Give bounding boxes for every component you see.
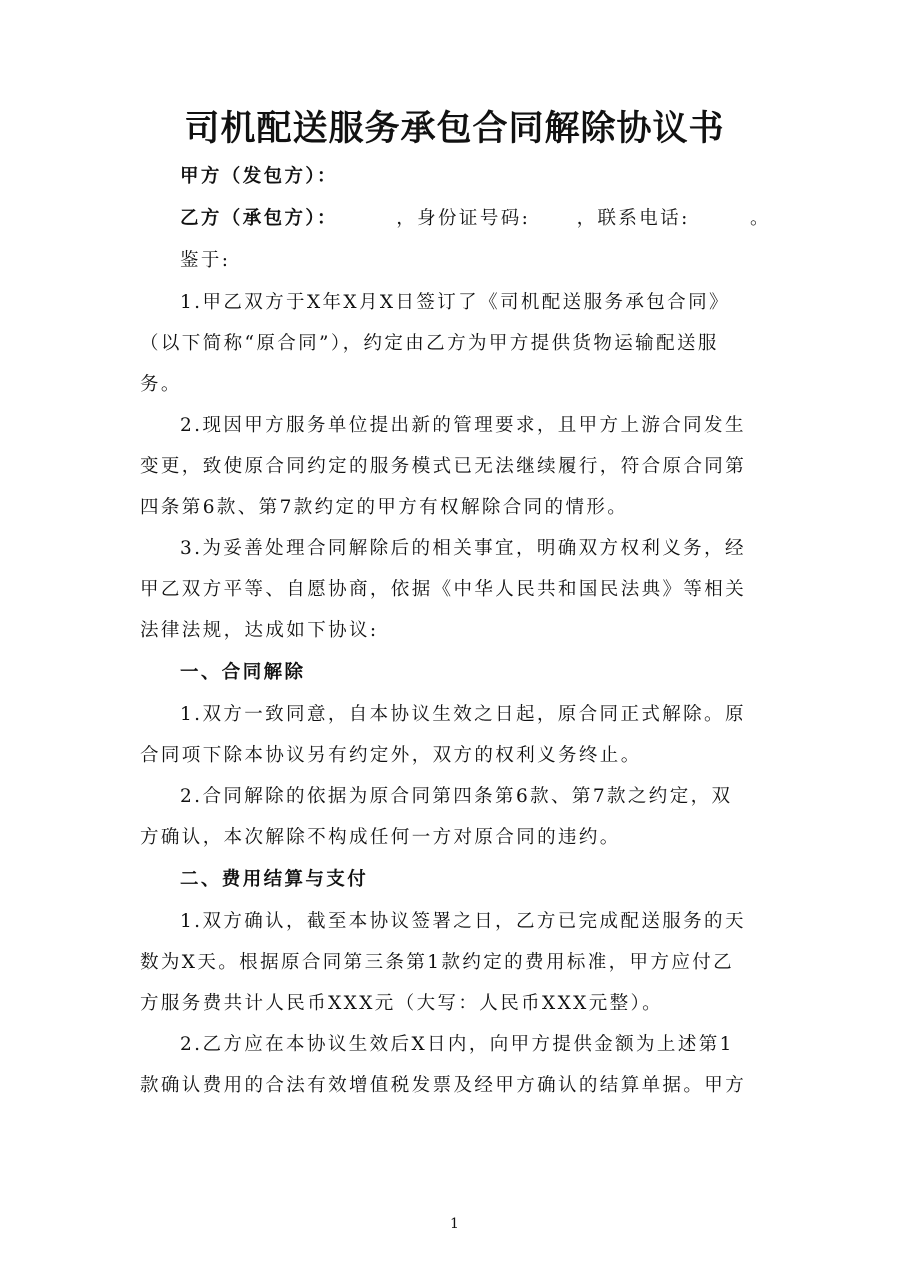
phone-label: ，联系电话:: [576, 208, 690, 229]
paragraph-line: 方确认，本次解除不构成任何一方对原合同的违约。: [140, 827, 621, 848]
paragraph-line: 1.甲乙双方于X年X月X日签订了《司机配送服务承包合同》: [180, 292, 730, 313]
paragraph-line: 1.双方确认，截至本协议签署之日，乙方已完成配送服务的天: [180, 911, 746, 932]
id-number-label: ，身份证号码:: [396, 208, 531, 229]
paragraph-line: 四条第6款、第7款约定的甲方有权解除合同的情形。: [140, 497, 629, 518]
section-heading-termination: 一、合同解除: [180, 662, 306, 683]
paragraph-line: 款确认费用的合法有效增值税发票及经甲方确认的结算单据。甲方: [140, 1075, 747, 1096]
paragraph-line: 数为X天。根据原合同第三条第1款约定的费用标准，甲方应付乙: [140, 952, 735, 973]
section-heading-settlement: 二、费用结算与支付: [180, 869, 369, 890]
paragraph-line: 1.双方一致同意，自本协议生效之日起，原合同正式解除。原: [180, 704, 746, 725]
party-b-end: 。: [749, 208, 771, 229]
paragraph-line: 3.为妥善处理合同解除后的相关事宜，明确双方权利义务，经: [180, 538, 746, 559]
document-title: 司机配送服务承包合同解除协议书: [184, 109, 725, 149]
paragraph-line: 2.现因甲方服务单位提出新的管理要求，且甲方上游合同发生: [180, 415, 746, 436]
paragraph-line: 务。: [140, 374, 182, 395]
paragraph-line: （以下简称“原合同”），约定由乙方为甲方提供货物运输配送服: [140, 333, 719, 354]
paragraph-line: 法律法规，达成如下协议:: [140, 620, 379, 641]
paragraph-line: 方服务费共计人民币XXX元（大写：人民币XXX元整）。: [140, 993, 664, 1014]
paragraph-line: 2.合同解除的依据为原合同第四条第6款、第7款之约定，双: [180, 786, 733, 807]
paragraph-line: 甲乙双方平等、自愿协商，依据《中华人民共和国民法典》等相关: [140, 579, 747, 600]
paragraph-line: 变更，致使原合同约定的服务模式已无法继续履行，符合原合同第: [140, 456, 747, 477]
party-b-line: [180, 199, 820, 239]
party-a-line: 甲方（发包方）：: [180, 166, 338, 187]
whereas-heading: 鉴于:: [180, 250, 231, 271]
page-number: 1: [450, 1216, 459, 1232]
paragraph-line: 合同项下除本协议另有约定外，双方的权利义务终止。: [140, 745, 642, 766]
party-b-label: 乙方（承包方）：: [180, 208, 338, 229]
paragraph-line: 2.乙方应在本协议生效后X日内，向甲方提供金额为上述第1: [180, 1034, 734, 1055]
